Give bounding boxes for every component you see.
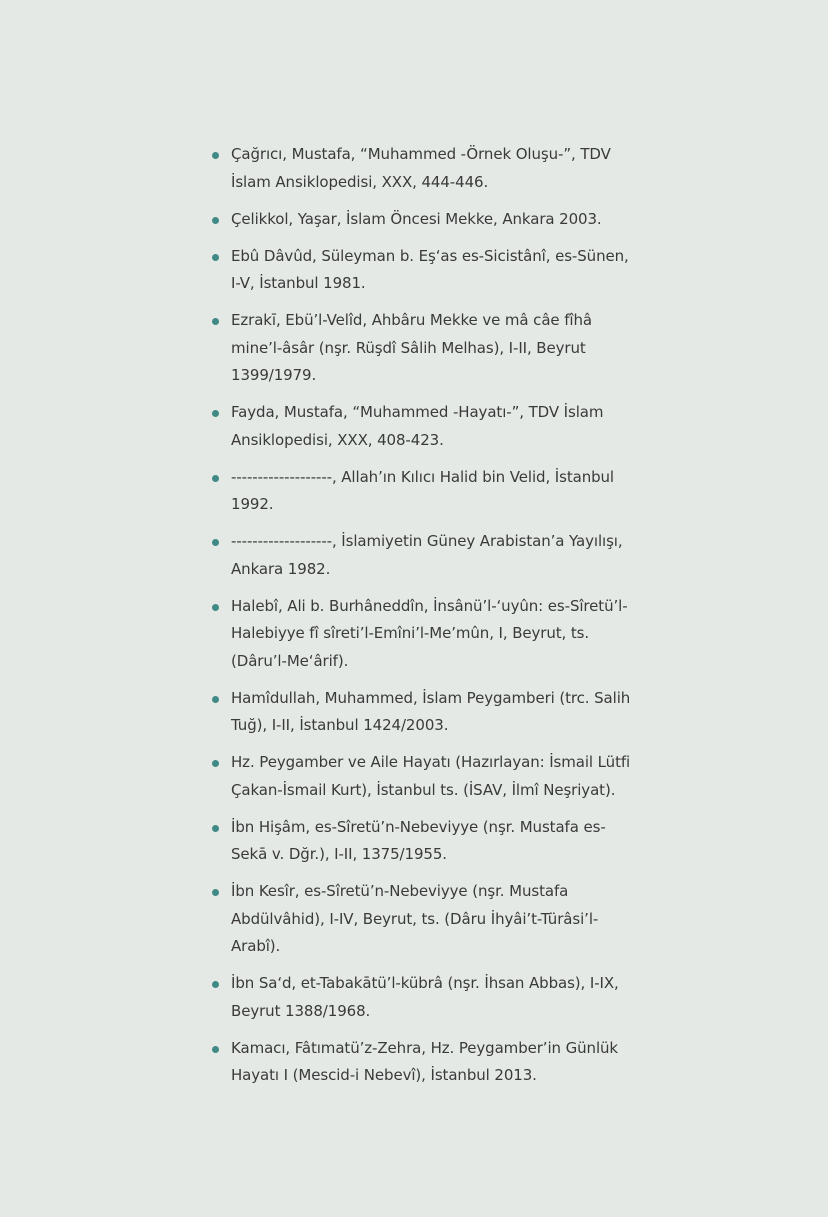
bibliography-entry-text: Hamîdullah, Muhammed, İslam Peygamberi (trc. Salih Tuğ), I-II, İstanbul 1424/2003. xyxy=(231,688,631,734)
bullet-icon xyxy=(212,217,219,224)
bibliography-entry xyxy=(207,206,637,234)
bibliography-entry xyxy=(207,528,637,583)
bullet-icon xyxy=(212,825,219,832)
bibliography-entry xyxy=(207,1035,637,1090)
bibliography-entry xyxy=(207,307,637,390)
bullet-icon xyxy=(212,152,219,159)
bullet-icon xyxy=(212,696,219,703)
bibliography-entry-text: İbn Kesîr, es-Sîretü’n-Nebeviyye (nşr. Mustafa Abdülvâhid), I-IV, Beyrut, ts. (Dâru İhyâi’t-Türâsi’l-Arabî). xyxy=(231,882,599,955)
bullet-icon xyxy=(212,981,219,988)
bullet-icon xyxy=(212,760,219,767)
bibliography-entry-text: Ebû Dâvûd, Süleyman b. Eş‘as es-Sicistânî, es-Sünen, I-V, İstanbul 1981. xyxy=(231,246,629,292)
bibliography-entry-text: -------------------, Allah’ın Kılıcı Halid bin Velid, İstanbul 1992. xyxy=(231,467,614,513)
bullet-icon xyxy=(212,604,219,611)
bibliography-entry xyxy=(207,814,637,869)
bullet-icon xyxy=(212,254,219,261)
bibliography-entry-text: Ezrakī, Ebü’l-Velîd, Ahbâru Mekke ve mâ câe fîhâ mine’l-âsâr (nşr. Rüşdî Sâlih Melhas), I-II, Beyrut 1399/1979. xyxy=(231,311,592,384)
bibliography-entry-text: Fayda, Mustafa, “Muhammed -Hayatı-”, TDV İslam Ansiklopedisi, XXX, 408-423. xyxy=(231,403,604,449)
bibliography-entry-text: İbn Sa‘d, et-Tabakātü’l-kübrâ (nşr. İhsan Abbas), I-IX, Beyrut 1388/1968. xyxy=(231,974,619,1020)
bullet-icon xyxy=(212,410,219,417)
bibliography-entry xyxy=(207,749,637,804)
bibliography-list xyxy=(207,141,637,1099)
bullet-icon xyxy=(212,539,219,546)
bullet-icon xyxy=(212,889,219,896)
bibliography-entry xyxy=(207,399,637,454)
bullet-icon xyxy=(212,318,219,325)
bibliography-entry-text: Halebî, Ali b. Burhâneddîn, İnsânü’l-‘uyûn: es-Sîretü’l-Halebiyye fî sîreti’l-Emîni’l-Me’mûn, I, Beyrut, ts. (Dâru’l-Me‘ârif). xyxy=(231,596,628,670)
bibliography-entry xyxy=(207,243,637,298)
bibliography-entry-text: -------------------, İslamiyetin Güney Arabistan’a Yayılışı, Ankara 1982. xyxy=(231,532,623,578)
bibliography-entry-text: Hz. Peygamber ve Aile Hayatı (Hazırlayan: İsmail Lütfi Çakan-İsmail Kurt), İstanbul ts. (İSAV, İlmî Neşriyat). xyxy=(231,753,631,799)
bibliography-entry xyxy=(207,970,637,1025)
bibliography-entry-text: Kamacı, Fâtımatü’z-Zehra, Hz. Peygamber’in Günlük Hayatı I (Mescid-i Nebevî), İstanbul 2013. xyxy=(231,1038,619,1084)
bibliography-entry xyxy=(207,464,637,519)
bibliography-entry xyxy=(207,141,637,196)
bibliography-entry xyxy=(207,685,637,740)
bibliography-entry xyxy=(207,878,637,961)
bullet-icon xyxy=(212,1046,219,1053)
bibliography-entry xyxy=(207,593,637,676)
bibliography-entry-text: Çağrıcı, Mustafa, “Muhammed -Örnek Oluşu-”, TDV İslam Ansiklopedisi, XXX, 444-446. xyxy=(231,145,611,191)
bullet-icon xyxy=(212,475,219,482)
bibliography-entry-text: İbn Hişâm, es-Sîretü’n-Nebeviyye (nşr. Mustafa es-Sekā v. Dğr.), I-II, 1375/1955. xyxy=(231,817,606,863)
bibliography-entry-text: Çelikkol, Yaşar, İslam Öncesi Mekke, Ankara 2003. xyxy=(231,209,602,228)
